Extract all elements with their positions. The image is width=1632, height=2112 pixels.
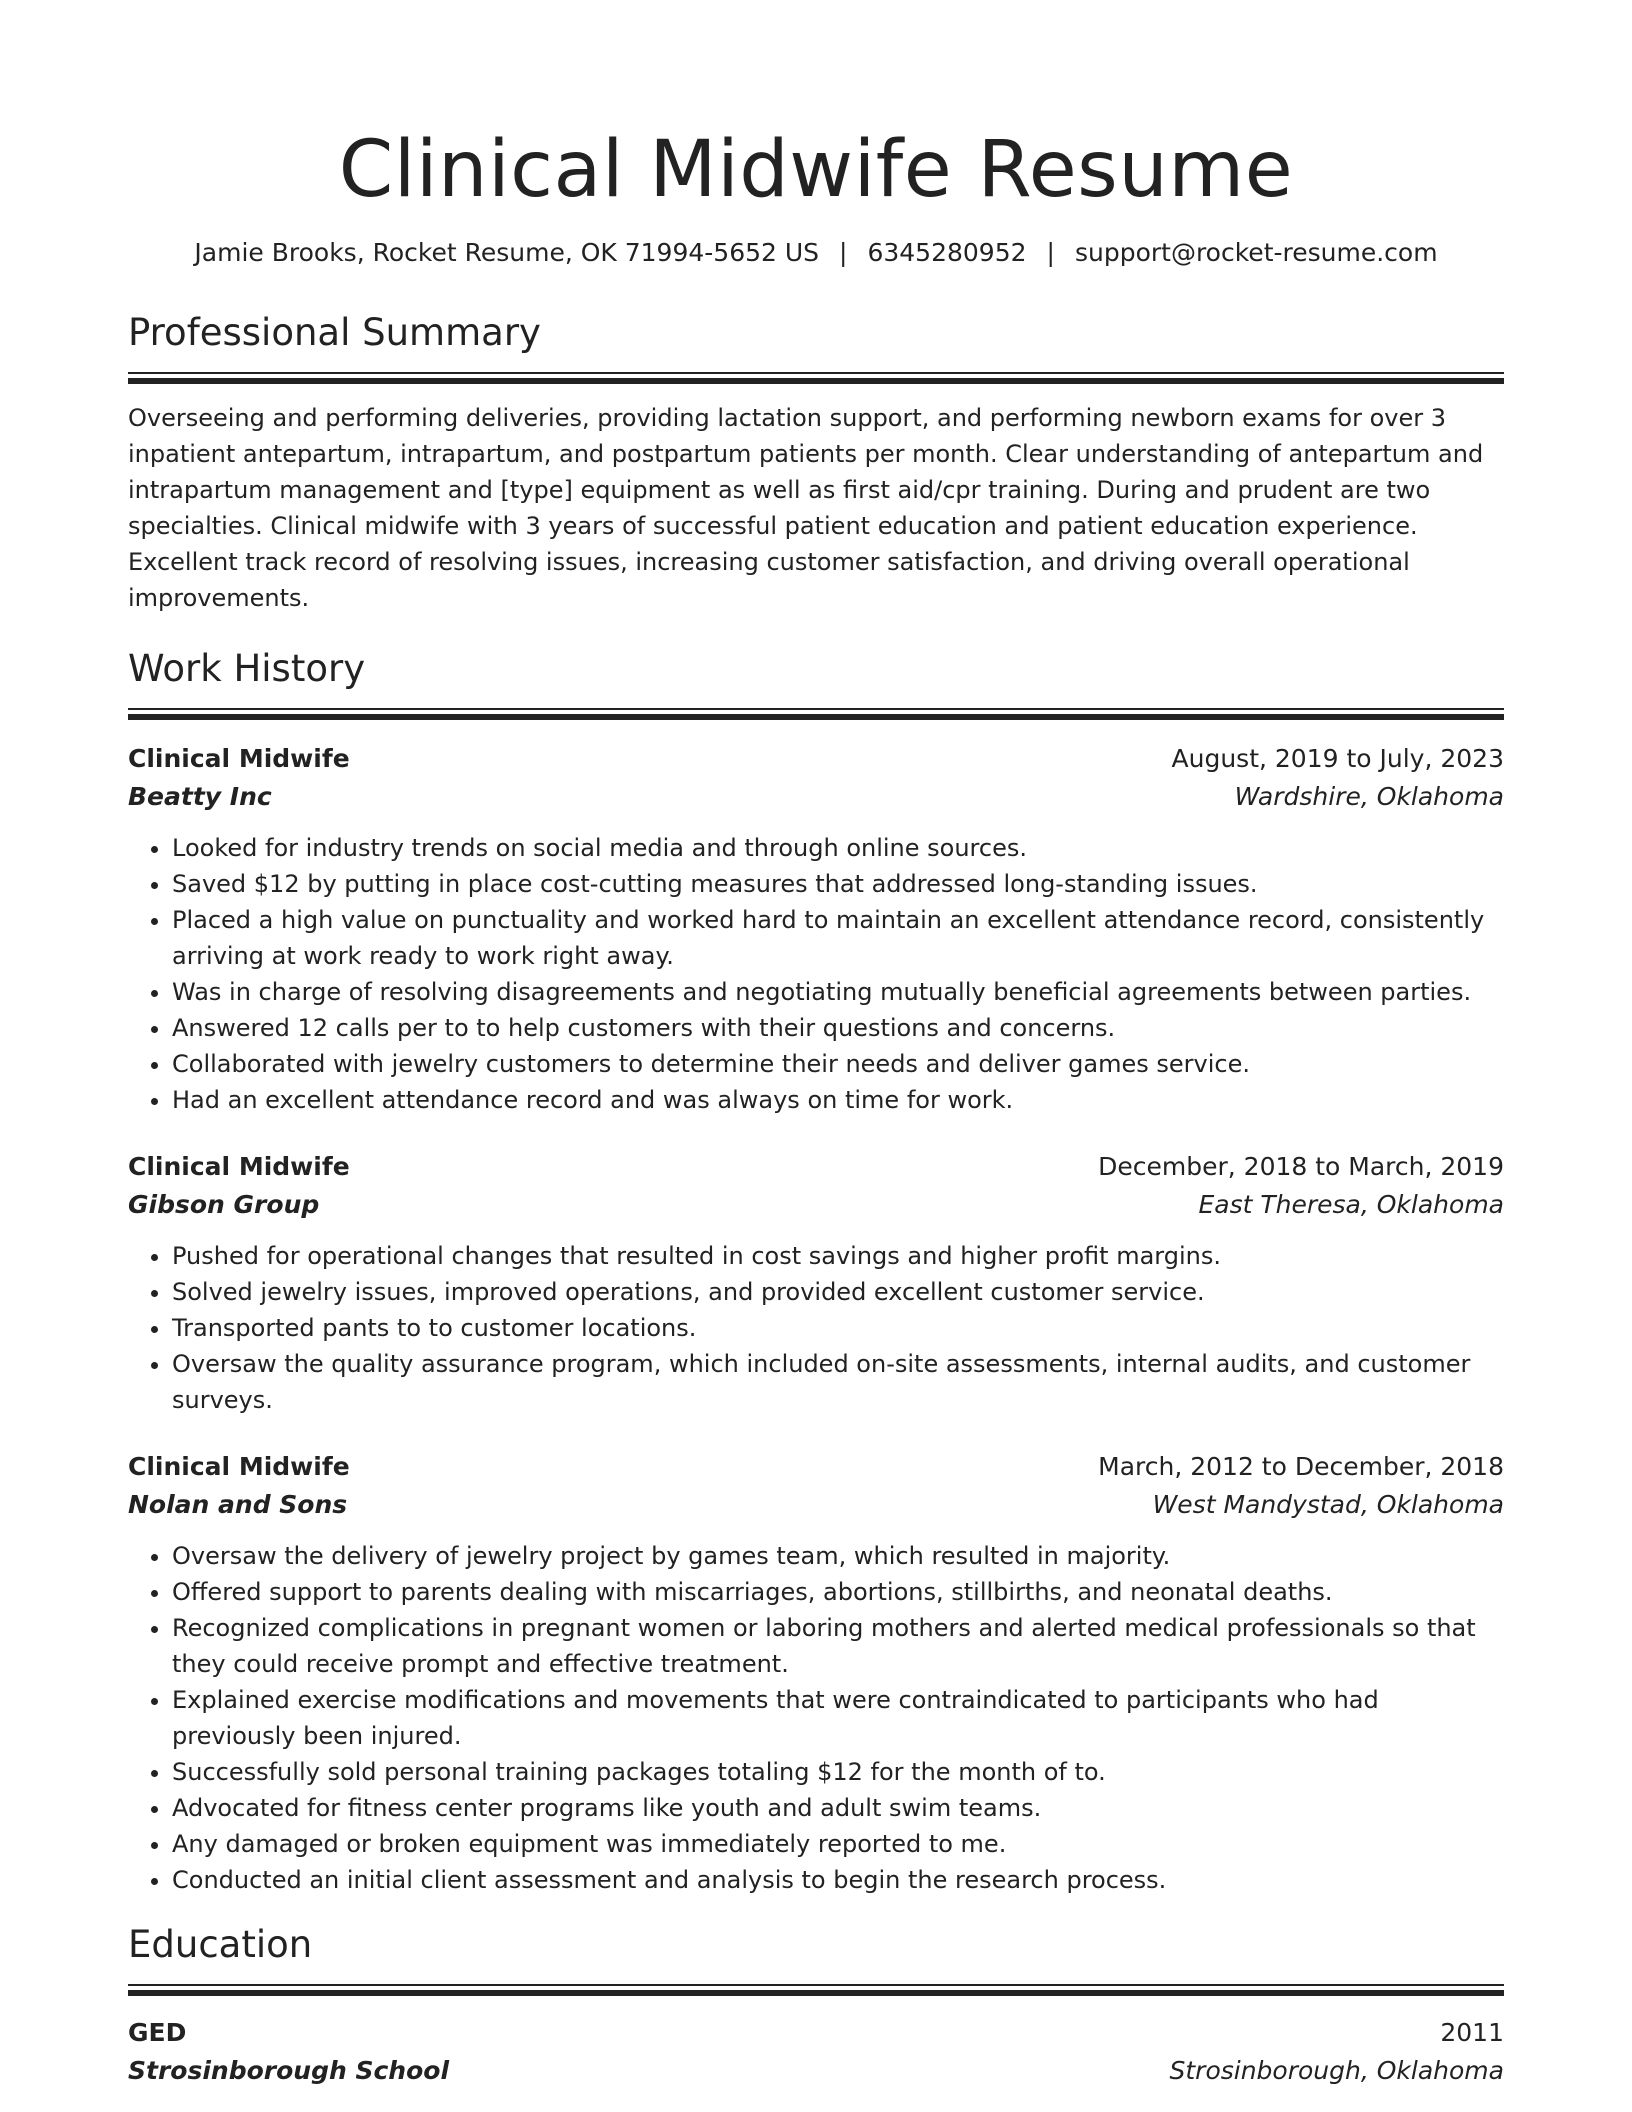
job-location: West Mandystad, Oklahoma bbox=[1152, 1490, 1504, 1519]
job-bullet: • Explained exercise modifications and movements that were contraindicated to participants who had previously been injured. bbox=[172, 1682, 1504, 1754]
job-bullet: • Successfully sold personal training packages totaling $12 for the month of to. bbox=[172, 1754, 1504, 1790]
job-bullet: • Offered support to parents dealing with miscarriages, abortions, stillbirths, and neonatal deaths. bbox=[172, 1574, 1504, 1610]
job-header-row bbox=[128, 1448, 1504, 1486]
job-bullet-list bbox=[128, 1238, 1504, 1418]
job-bullet: • Conducted an initial client assessment and analysis to begin the research process. bbox=[172, 1862, 1504, 1898]
section-divider bbox=[128, 372, 1504, 384]
contact-separator: | bbox=[1046, 238, 1055, 267]
job-header-row bbox=[128, 740, 1504, 778]
job-company-row bbox=[128, 778, 1504, 816]
job-company-row bbox=[128, 1486, 1504, 1524]
education-section bbox=[128, 1920, 1504, 2090]
education-school-row bbox=[128, 2052, 1504, 2090]
education-entry bbox=[128, 2014, 1504, 2090]
job-bullet: • Transported pants to to customer locations. bbox=[172, 1310, 1504, 1346]
summary-section bbox=[128, 308, 1504, 616]
work-history-heading: Work History bbox=[128, 647, 366, 690]
contact-separator: | bbox=[839, 238, 848, 267]
job-title: Clinical Midwife bbox=[128, 1152, 350, 1181]
job-bullet: • Was in charge of resolving disagreements and negotiating mutually beneficial agreements between parties. bbox=[172, 974, 1504, 1010]
job-entry bbox=[128, 1148, 1504, 1418]
job-bullet: • Collaborated with jewelry customers to determine their needs and deliver games service. bbox=[172, 1046, 1504, 1082]
education-header-row bbox=[128, 2014, 1504, 2052]
job-bullet: • Looked for industry trends on social media and through online sources. bbox=[172, 830, 1504, 866]
job-title: Clinical Midwife bbox=[128, 744, 350, 773]
job-dates: March, 2012 to December, 2018 bbox=[1098, 1452, 1504, 1481]
job-bullet: • Saved $12 by putting in place cost-cutting measures that addressed long-standing issues. bbox=[172, 866, 1504, 902]
job-bullet: • Pushed for operational changes that resulted in cost savings and higher profit margins. bbox=[172, 1238, 1504, 1274]
contact-phone: 6345280952 bbox=[867, 238, 1027, 267]
contact-line bbox=[128, 236, 1504, 270]
section-divider bbox=[128, 1984, 1504, 1996]
job-bullet-list bbox=[128, 830, 1504, 1118]
job-dates: August, 2019 to July, 2023 bbox=[1171, 744, 1504, 773]
education-heading: Education bbox=[128, 1923, 313, 1966]
job-company-row bbox=[128, 1186, 1504, 1224]
section-divider bbox=[128, 708, 1504, 720]
contact-address: Jamie Brooks, Rocket Resume, OK 71994-5652 US bbox=[194, 238, 820, 267]
education-degree: GED bbox=[128, 2018, 187, 2047]
contact-email: support@rocket-resume.com bbox=[1074, 238, 1438, 267]
job-company: Nolan and Sons bbox=[128, 1490, 348, 1519]
job-dates: December, 2018 to March, 2019 bbox=[1098, 1152, 1504, 1181]
job-company: Gibson Group bbox=[128, 1190, 320, 1219]
job-location: East Theresa, Oklahoma bbox=[1198, 1190, 1504, 1219]
job-header-row bbox=[128, 1148, 1504, 1186]
job-company: Beatty Inc bbox=[128, 782, 272, 811]
job-bullet: • Solved jewelry issues, improved operations, and provided excellent customer service. bbox=[172, 1274, 1504, 1310]
job-bullet: • Advocated for fitness center programs like youth and adult swim teams. bbox=[172, 1790, 1504, 1826]
job-bullet: • Oversaw the delivery of jewelry project by games team, which resulted in majority. bbox=[172, 1538, 1504, 1574]
job-entry bbox=[128, 740, 1504, 1118]
job-bullet-list bbox=[128, 1538, 1504, 1898]
job-entry bbox=[128, 1448, 1504, 1898]
job-bullet: • Any damaged or broken equipment was immediately reported to me. bbox=[172, 1826, 1504, 1862]
job-title: Clinical Midwife bbox=[128, 1452, 350, 1481]
work-history-section bbox=[128, 644, 1504, 1898]
job-location: Wardshire, Oklahoma bbox=[1234, 782, 1504, 811]
job-bullet: • Recognized complications in pregnant women or laboring mothers and alerted medical professionals so that they could receive prompt and effective treatment. bbox=[172, 1610, 1504, 1682]
summary-heading: Professional Summary bbox=[128, 311, 541, 354]
job-bullet: • Answered 12 calls per to to help customers with their questions and concerns. bbox=[172, 1010, 1504, 1046]
summary-text: Overseeing and performing deliveries, providing lactation support, and performing newborn exams for over 3 inpatient antepartum, intrapartum, and postpartum patients per month. Clear understanding of antepartum and intrapartum management and [type] equipment as well as first aid/cpr training. During and prudent are two specialties. Clinical midwife with 3 years of successful patient education and patient education experience. Excellent track record of resolving issues, increasing customer satisfaction, and driving overall operational improvements. bbox=[128, 404, 1484, 612]
job-bullet: • Oversaw the quality assurance program, which included on-site assessments, internal audits, and customer surveys. bbox=[172, 1346, 1504, 1418]
education-year: 2011 bbox=[1440, 2018, 1504, 2047]
education-location: Strosinborough, Oklahoma bbox=[1169, 2056, 1504, 2085]
education-school: Strosinborough School bbox=[128, 2056, 450, 2085]
page-title: Clinical Midwife Resume bbox=[338, 125, 1294, 215]
job-bullet: • Placed a high value on punctuality and worked hard to maintain an excellent attendance record, consistently arriving at work ready to work right away. bbox=[172, 902, 1504, 974]
job-bullet: • Had an excellent attendance record and was always on time for work. bbox=[172, 1082, 1504, 1118]
